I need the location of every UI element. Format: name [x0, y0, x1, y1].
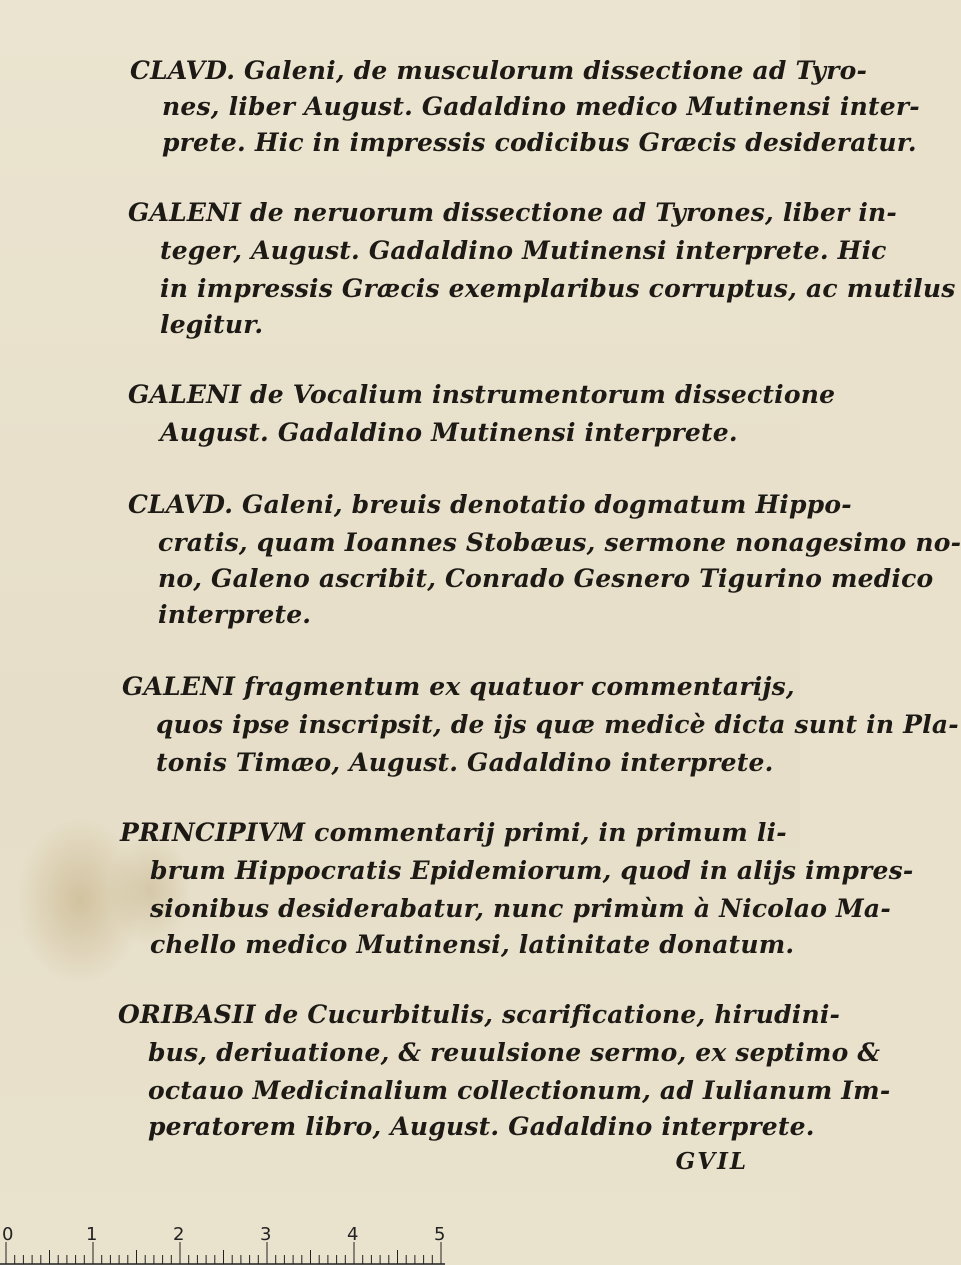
- ruler-label-5: 5: [434, 1224, 446, 1245]
- text-line: PRINCIPIVM commentarij primi, in primum li-: [120, 818, 787, 847]
- text-line: prete. Hic in impressis codicibus Græcis desideratur.: [162, 128, 917, 157]
- text-line: octauo Medicinalium collectionum, ad Iulianum Im-: [148, 1076, 891, 1105]
- ruler-label-1: 1: [86, 1224, 98, 1245]
- text-line: CLAVD. Galeni, de musculorum dissectione ad Tyro-: [130, 56, 868, 85]
- ruler-label-4: 4: [347, 1224, 359, 1245]
- ruler-label-0: 0: [2, 1224, 14, 1245]
- text-line: no, Galeno ascribit, Conrado Gesnero Tigurino medico: [158, 564, 934, 593]
- ruler-label-2: 2: [173, 1224, 185, 1245]
- text-line: in impressis Græcis exemplaribus corruptus, ac mutilus: [160, 274, 956, 303]
- text-line: tonis Timæo, August. Gadaldino interprete.: [156, 748, 774, 777]
- text-line: chello medico Mutinensi, latinitate donatum.: [150, 930, 795, 959]
- text-line: nes, liber August. Gadaldino medico Mutinensi inter-: [162, 92, 920, 121]
- text-line: CLAVD. Galeni, breuis denotatio dogmatum Hippo-: [128, 490, 852, 519]
- text-line: GALENI de Vocalium instrumentorum dissectione: [128, 380, 836, 409]
- text-line: ORIBASII de Cucurbitulis, scarificatione, hirudini-: [118, 1000, 841, 1029]
- text-line: peratorem libro, August. Gadaldino interprete.: [148, 1112, 815, 1141]
- text-line: teger, August. Gadaldino Mutinensi interprete. Hic: [160, 236, 887, 265]
- text-line: bus, deriuatione, & reuulsione sermo, ex septimo &: [148, 1038, 881, 1067]
- text-line: interprete.: [158, 600, 312, 629]
- text-line: brum Hippocratis Epidemiorum, quod in alijs impres-: [150, 856, 914, 885]
- text-line: GALENI fragmentum ex quatuor commentarijs,: [122, 672, 795, 701]
- measurement-ruler: [0, 1222, 800, 1265]
- text-line: legitur.: [160, 310, 264, 339]
- text-line: cratis, quam Ioannes Stobæus, sermone nonagesimo no-: [158, 528, 961, 557]
- catchword: GVIL: [675, 1148, 748, 1175]
- text-line: August. Gadaldino Mutinensi interprete.: [160, 418, 738, 447]
- text-line: GALENI de neruorum dissectione ad Tyrones, liber in-: [128, 198, 897, 227]
- text-line: sionibus desiderabatur, nunc primùm à Nicolao Ma-: [150, 894, 891, 923]
- ruler-label-3: 3: [260, 1224, 272, 1245]
- text-line: quos ipse inscripsit, de ijs quæ medicè dicta sunt in Pla-: [156, 710, 959, 739]
